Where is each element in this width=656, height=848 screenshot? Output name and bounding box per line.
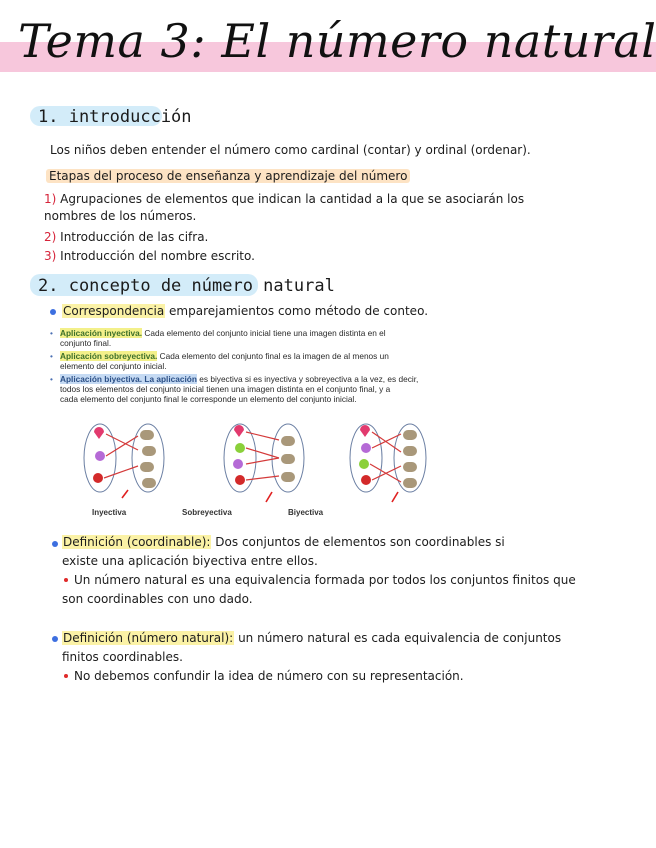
figure-definitions	[48, 328, 468, 407]
coordinable-text: Dos conjuntos de elementos son coordinables si	[215, 535, 505, 549]
section2-heading: 2. concepto de número natural	[38, 276, 335, 296]
coordinable-term: Definición (coordinable):	[63, 535, 211, 549]
figure-row-injective	[48, 328, 468, 348]
section1-heading: 1. introducción	[38, 107, 192, 127]
injective-text: Cada elemento del conjunto inicial tiene una imagen distinta en el	[144, 328, 386, 338]
surjective-term: Aplicación sobreyectiva.	[60, 351, 158, 361]
bijective-diagram	[350, 424, 426, 502]
definition-coordinable	[62, 533, 505, 552]
bijective-text-cont: todos los elementos del conjunto inicial tienen una imagen distinta en el conjunto final, y a	[60, 384, 391, 394]
sub-bullet-icon	[64, 674, 68, 678]
stage-3-text: Introducción del nombre escrito.	[60, 249, 255, 263]
coordinable-text-cont: existe una aplicación biyectiva entre ellos.	[62, 554, 318, 568]
injective-text-cont: conjunto final.	[60, 338, 112, 348]
figure-row-surjective	[48, 351, 468, 371]
bullet-icon	[52, 636, 58, 642]
stage-1-cont: nombres de los números.	[44, 209, 197, 223]
correspondence-term: Correspondencia	[63, 304, 165, 318]
caption-bijective: Biyectiva	[288, 508, 324, 517]
stage-2-number: 2)	[44, 230, 57, 244]
injective-diagram	[84, 424, 164, 498]
caption-injective: Inyectiva	[92, 508, 127, 517]
coordinable-sub: Un número natural es una equivalencia formada por todos los conjuntos finitos que	[74, 573, 576, 587]
figure-bullet-icon: •	[50, 328, 53, 338]
bullet-icon	[52, 541, 58, 547]
intro-text: Los niños deben entender el número como cardinal (contar) y ordinal (ordenar).	[50, 143, 531, 157]
definition-natural-number	[62, 629, 561, 648]
sub-bullet-icon	[64, 578, 68, 582]
stages-label	[46, 167, 410, 186]
stage-3-number: 3)	[44, 249, 57, 263]
surjective-diagram	[224, 424, 304, 502]
page-title: Tema 3: El número natural	[18, 14, 656, 68]
bijective-term: Aplicación biyectiva. La aplicación	[60, 374, 197, 384]
bullet-icon	[50, 309, 56, 315]
stage-2	[44, 228, 208, 247]
correspondence-item	[62, 302, 428, 321]
stages-label-text: Etapas del proceso de enseñanza y aprendizaje del número	[46, 169, 410, 183]
mapping-diagram	[70, 420, 490, 520]
surjective-text: Cada elemento del conjunto final es la imagen de al menos un	[159, 351, 389, 361]
correspondence-text: emparejamientos como método de conteo.	[169, 304, 429, 318]
natural-number-term: Definición (número natural):	[63, 631, 234, 645]
coordinable-sub-cont: son coordinables con uno dado.	[62, 592, 253, 606]
stage-1-number: 1)	[44, 192, 57, 206]
natural-number-text-cont: finitos coordinables.	[62, 650, 183, 664]
figure-bullet-icon: •	[50, 351, 53, 361]
injective-term: Aplicación inyectiva.	[60, 328, 143, 338]
stage-2-text: Introducción de las cifra.	[60, 230, 209, 244]
surjective-text-cont: elemento del conjunto inicial.	[60, 361, 167, 371]
bijective-text-cont2: cada elemento del conjunto final le corresponde un elemento del conjunto inicial.	[60, 394, 357, 404]
figure-row-bijective	[48, 374, 468, 404]
natural-number-sub: No debemos confundir la idea de número con su representación.	[74, 669, 464, 683]
natural-number-text: un número natural es cada equivalencia de conjuntos	[238, 631, 562, 645]
stage-3	[44, 247, 255, 266]
bijective-text: es biyectiva si es inyectiva y sobreyectiva a la vez, es decir,	[199, 374, 419, 384]
figure-bullet-icon: •	[50, 374, 53, 384]
caption-surjective: Sobreyectiva	[182, 508, 232, 517]
stage-1-text: Agrupaciones de elementos que indican la cantidad a la que se asociarán los	[60, 192, 525, 206]
